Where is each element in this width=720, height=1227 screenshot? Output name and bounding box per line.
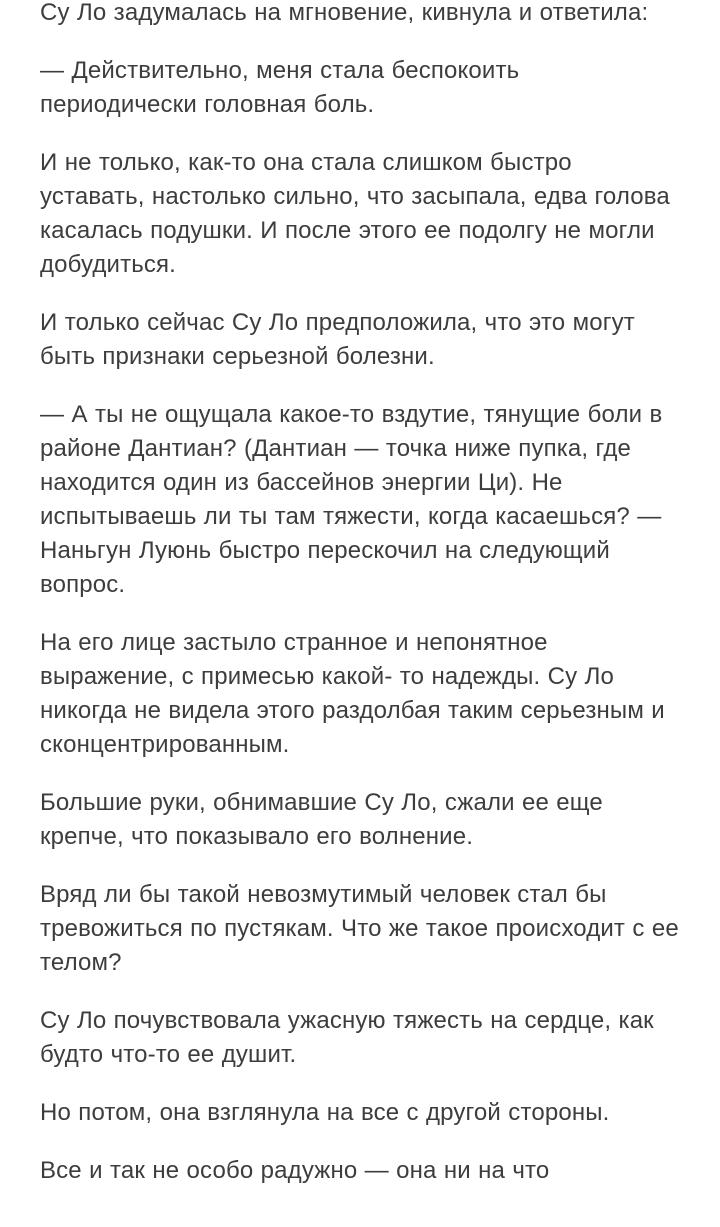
paragraph: Вряд ли бы такой невозмутимый человек стал бы тревожиться по пустякам. Что же такое происходит с ее телом? — [40, 881, 679, 976]
paragraph: Но потом, она взглянула на все с другой стороны. — [40, 1099, 610, 1126]
paragraph: — Действительно, меня стала беспокоить периодически головная боль. — [40, 57, 520, 118]
paragraph: Су Ло задумалась на мгновение, кивнула и ответила: — [40, 0, 649, 26]
paragraph: Все и так не особо радужно — она ни на что — [40, 1157, 550, 1184]
paragraph: Большие руки, обнимавшие Су Ло, сжали ее еще крепче, что показывало его волнение. — [40, 789, 603, 850]
paragraph: Су Ло почувствовала ужасную тяжесть на сердце, как будто что-то ее душит. — [40, 1007, 654, 1068]
paragraph: На его лице застыло странное и непонятное выражение, с примесью какой- то надежды. Су Ло никогда не видела этого раздолбая таким серьезным и сконцентрированным. — [40, 629, 665, 758]
paragraph: И только сейчас Су Ло предположила, что это могут быть признаки серьезной болезни. — [40, 309, 635, 370]
paragraph: — А ты не ощущала какое-то вздутие, тянущие боли в районе Дантиан? (Дантиан — точка ниже пупка, где находится один из бассейнов энергии Ци). Не испытываешь ли ты там тяжести, когда касаешься? — Наньгун Луюнь быстро перескочил на следующий вопрос. — [40, 401, 663, 598]
paragraph: И не только, как-то она стала слишком быстро уставать, настолько сильно, что засыпала, едва голова касалась подушки. И после этого ее подолгу не могли добудиться. — [40, 149, 670, 278]
